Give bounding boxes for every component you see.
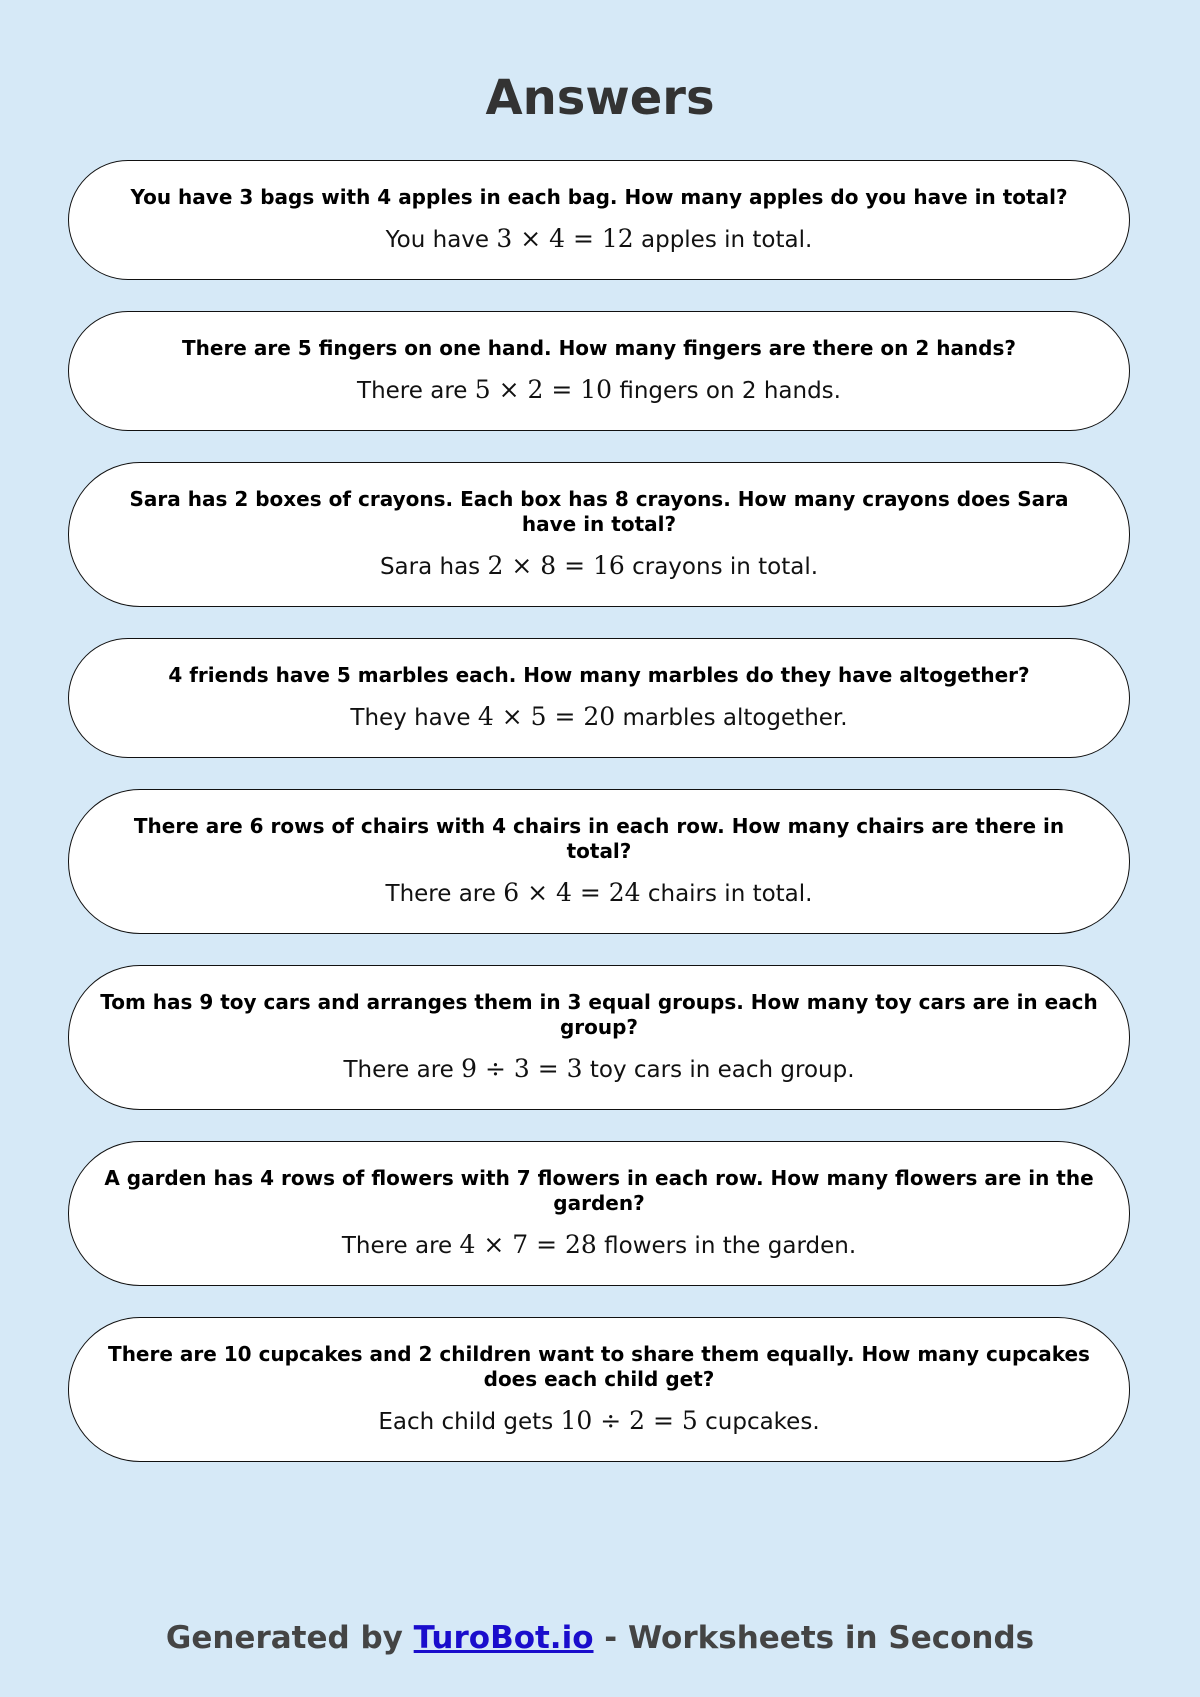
answer-text: [350, 702, 847, 733]
answer-suffix: toy cars in each group.: [582, 1057, 855, 1083]
math-expression: 4 × 5 = 20: [477, 702, 616, 731]
answer-prefix: There are: [341, 1233, 460, 1259]
answer-suffix: fingers on 2 hands.: [612, 378, 841, 404]
math-expression: 3 × 4 = 12: [496, 224, 634, 253]
answer-prefix: Sara has: [379, 554, 488, 580]
question-text: Sara has 2 boxes of crayons. Each box has 8 crayons. How many crayons does Sara have in total?: [129, 487, 1069, 536]
answer-text: [378, 1406, 819, 1437]
answer-prefix: There are: [343, 1057, 462, 1083]
question-text: There are 5 fingers on one hand. How many fingers are there on 2 hands?: [182, 336, 1016, 360]
answer-prefix: They have: [350, 705, 478, 731]
page-title: Answers: [485, 70, 715, 126]
answer-card-4: [68, 638, 1130, 758]
answer-text: [386, 878, 813, 909]
answer-card-7: [68, 1141, 1130, 1286]
answer-prefix: There are: [385, 881, 504, 907]
question-text: You have 3 bags with 4 apples in each bag. How many apples do you have in total?: [130, 185, 1068, 209]
answer-suffix: apples in total.: [633, 227, 813, 253]
math-expression: 10 ÷ 2 = 5: [560, 1406, 698, 1435]
answer-prefix: There are: [357, 378, 475, 404]
footer-prefix: Generated by: [165, 1620, 414, 1656]
answer-suffix: marbles altogether.: [615, 705, 848, 731]
turobot-link[interactable]: TuroBot.io: [413, 1620, 594, 1656]
answer-suffix: crayons in total.: [624, 554, 819, 580]
answer-card-6: [68, 965, 1130, 1110]
question-text: There are 10 cupcakes and 2 children want to share them equally. How many cupcakes does each child get?: [108, 1342, 1090, 1391]
answer-card-5: [68, 789, 1130, 934]
math-expression: 2 × 8 = 16: [487, 551, 625, 580]
answer-text: [357, 375, 841, 406]
math-expression: 4 × 7 = 28: [459, 1230, 597, 1259]
question-text: A garden has 4 rows of flowers with 7 flowers in each row. How many flowers are in the garden?: [104, 1166, 1094, 1215]
answer-prefix: Each child gets: [378, 1409, 561, 1435]
question-text: Tom has 9 toy cars and arranges them in 3 equal groups. How many toy cars are in each group?: [100, 990, 1098, 1039]
math-expression: 9 ÷ 3 = 3: [461, 1054, 583, 1083]
answer-suffix: cupcakes.: [697, 1409, 820, 1435]
question-text: 4 friends have 5 marbles each. How many marbles do they have altogether?: [168, 663, 1030, 687]
question-text: There are 6 rows of chairs with 4 chairs in each row. How many chairs are there in total?: [133, 814, 1065, 863]
footer-suffix: - Worksheets in Seconds: [593, 1620, 1035, 1656]
answer-text: [342, 1230, 856, 1261]
answer-prefix: You have: [385, 227, 497, 253]
footer: [0, 1618, 1200, 1658]
answer-card-3: [68, 462, 1130, 607]
answer-text: [380, 551, 818, 582]
answer-text: [386, 224, 813, 255]
math-expression: 5 × 2 = 10: [474, 375, 613, 404]
answer-text: [343, 1054, 854, 1085]
answer-card-8: [68, 1317, 1130, 1462]
answer-suffix: chairs in total.: [640, 881, 813, 907]
answer-suffix: flowers in the garden.: [596, 1233, 857, 1259]
answer-card-1: [68, 160, 1130, 280]
math-expression: 6 × 4 = 24: [503, 878, 641, 907]
answer-card-2: [68, 311, 1130, 431]
